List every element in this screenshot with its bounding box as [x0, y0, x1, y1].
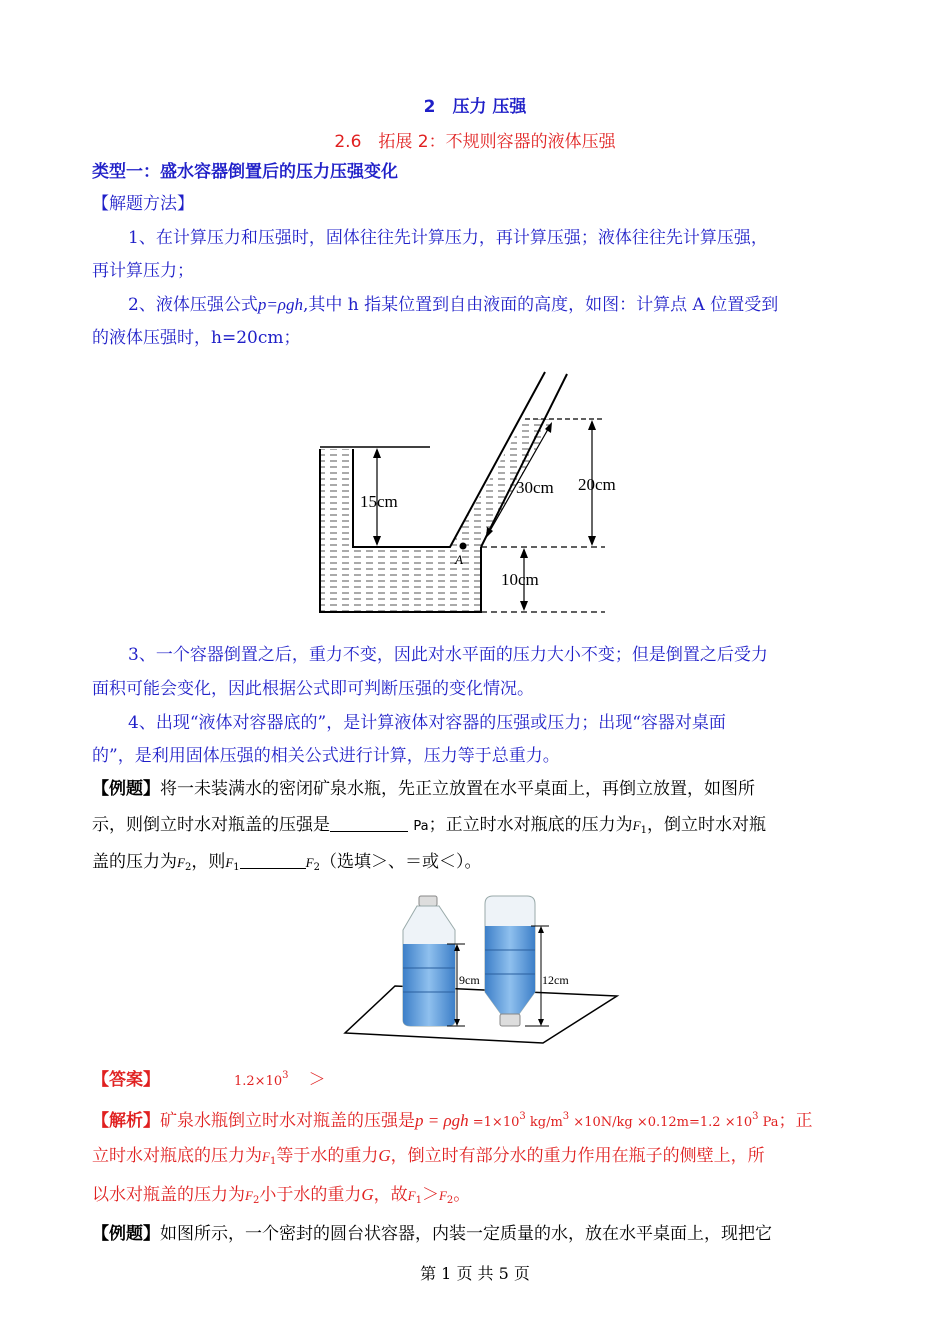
answer-label: 【答案】: [92, 1070, 160, 1090]
comparison-answer-blank[interactable]: [240, 850, 306, 869]
analysis-f1b-sub: 1: [415, 1195, 422, 1206]
method-p2-post: ,其中 h 指某位置到自由液面的高度，如图：计算点 A 位置受到: [302, 295, 779, 315]
example1-text1: 将一未装满水的密闭矿泉水瓶，先正立放置在水平桌面上，再倒立放置，如图所: [160, 779, 755, 799]
analysis-f1-sub: 1: [269, 1156, 277, 1167]
analysis-text2b: 等于水的重力: [276, 1146, 379, 1166]
label-10cm: 10cm: [501, 570, 539, 589]
analysis-f2-b: F: [438, 1188, 447, 1203]
chapter-title: 2 压力 压强: [423, 97, 527, 117]
label-15cm: 15cm: [360, 492, 398, 511]
example2-text: 如图所示，一个密封的圆台状容器，内装一定质量的水，放在水平桌面上，现把它: [160, 1224, 772, 1244]
example1-line1: [92, 777, 755, 801]
analysis-text3b: 小于水的重力: [259, 1185, 362, 1205]
method-p1-line2: 再计算压力；: [92, 261, 194, 281]
f1-symbol-2: F: [225, 855, 234, 870]
f1-symbol: F: [632, 818, 641, 833]
answer-line: [92, 1064, 325, 1094]
example1-text3c: （选填＞、＝或＜）。: [319, 852, 482, 872]
label-30cm: 30cm: [516, 478, 554, 497]
analysis-text1b: ；正: [778, 1111, 813, 1131]
f2-sub: 2: [184, 862, 192, 873]
analysis-g1: G: [378, 1146, 391, 1165]
answer-relation: ＞: [308, 1070, 326, 1090]
analysis-f1: F: [262, 1149, 270, 1164]
example1-text2c: ，倒立时水对瓶: [646, 815, 766, 835]
example1-label: 【例题】: [92, 779, 160, 799]
example2-label: 【例题】: [92, 1224, 160, 1244]
method-p3-line1: 3、一个容器倒置之后，重力不变，因此对水平面的压力大小不变；但是倒置之后受力: [128, 645, 768, 665]
analysis-text3a: 以水对瓶盖的压力为: [92, 1185, 245, 1205]
method-p4-line1: 4、出现“液体对容器底的”，是计算液体对容器的压强或压力；出现“容器对桌面: [128, 713, 726, 733]
analysis-exp3: 3: [752, 1111, 759, 1122]
example1-text3a: 盖的压力为: [92, 852, 177, 872]
label-20cm: 20cm: [578, 475, 616, 494]
analysis-text1a: 矿泉水瓶倒立时水对瓶盖的压强是: [160, 1111, 415, 1131]
bottle-diagram: [335, 888, 625, 1048]
analysis-line2: [92, 1144, 765, 1174]
pressure-formula: p=ρgh: [257, 295, 303, 314]
f2-symbol: F: [177, 855, 185, 870]
analysis-f1-b: F: [407, 1188, 416, 1203]
f1-sub: 1: [640, 825, 647, 836]
example1-line2: [92, 813, 766, 843]
analysis-relation: ＞: [421, 1185, 439, 1205]
method-p2-pre: 2、液体压强公式: [128, 295, 258, 315]
point-a: [460, 543, 467, 550]
analysis-f2: F: [245, 1188, 253, 1203]
analysis-exp1: 3: [519, 1111, 526, 1122]
method-p3-line2: 面积可能会变化，因此根据公式即可判断压强的变化情况。: [92, 679, 534, 699]
analysis-text3c: ，故: [373, 1185, 408, 1205]
analysis-formula: p = ρgh: [415, 1111, 469, 1130]
label-9cm: 9cm: [459, 973, 480, 987]
f1-sub-2: 1: [233, 862, 240, 873]
table-surface: [345, 986, 617, 1043]
analysis-text2c: ，倒立时有部分水的重力作用在瓶子的侧壁上，所: [390, 1146, 765, 1166]
example1-line3: [92, 850, 481, 880]
example1-text3b: ，则: [191, 852, 226, 872]
f2-symbol-2: F: [305, 855, 314, 870]
analysis-text2a: 立时水对瓶底的压力为: [92, 1146, 262, 1166]
analysis-f2b-sub: 2: [446, 1195, 454, 1206]
answer-value: 1.2×10: [234, 1074, 283, 1089]
analysis-line1: [92, 1105, 813, 1135]
method-label: 【解题方法】: [92, 194, 194, 214]
inverted-bottle: [485, 896, 535, 1026]
method-p4-line2: 的”，是利用固体压强的相关公式进行计算，压力等于总重力。: [92, 746, 560, 766]
analysis-line3: [92, 1183, 470, 1213]
section-title: 2.6 拓展 2：不规则容器的液体压强: [334, 132, 616, 152]
analysis-f2-sub: 2: [252, 1195, 260, 1206]
upright-bottle: [403, 896, 455, 1026]
pressure-answer-blank[interactable]: [330, 813, 408, 832]
answer-exp: 3: [282, 1070, 289, 1081]
label-a: A: [455, 552, 463, 567]
container-diagram: [305, 362, 635, 620]
example1-text2b: ；正立时水对瓶底的压力为: [428, 815, 633, 835]
example2-line1: [92, 1222, 772, 1246]
example1-text2a: 示，则倒立时水对瓶盖的压强是: [92, 815, 330, 835]
analysis-calc-d: Pa: [758, 1115, 779, 1130]
analysis-calc-c: ×10N/kg ×0.12m=1.2 ×10: [569, 1115, 753, 1130]
f2-sub-2: 2: [313, 862, 320, 873]
type-title: 类型一：盛水容器倒置后的压力压强变化: [92, 162, 398, 182]
analysis-exp2: 3: [562, 1111, 570, 1122]
analysis-calc-b: kg/m: [525, 1115, 563, 1130]
analysis-g2: G: [361, 1185, 374, 1204]
page-footer: 第 1 页 共 5 页: [420, 1264, 530, 1283]
method-p2-line2: 的液体压强时，h=20cm；: [92, 328, 301, 348]
method-p1-line1: 1、在计算压力和压强时，固体往往先计算压力，再计算压强；液体往往先计算压强，: [128, 228, 768, 248]
unit-pa: Pa: [413, 819, 429, 834]
method-p2-line1: [128, 293, 778, 317]
label-12cm: 12cm: [542, 973, 569, 987]
analysis-label: 【解析】: [92, 1111, 160, 1131]
analysis-calc-a: =1×10: [468, 1115, 520, 1130]
analysis-end: 。: [453, 1185, 471, 1205]
